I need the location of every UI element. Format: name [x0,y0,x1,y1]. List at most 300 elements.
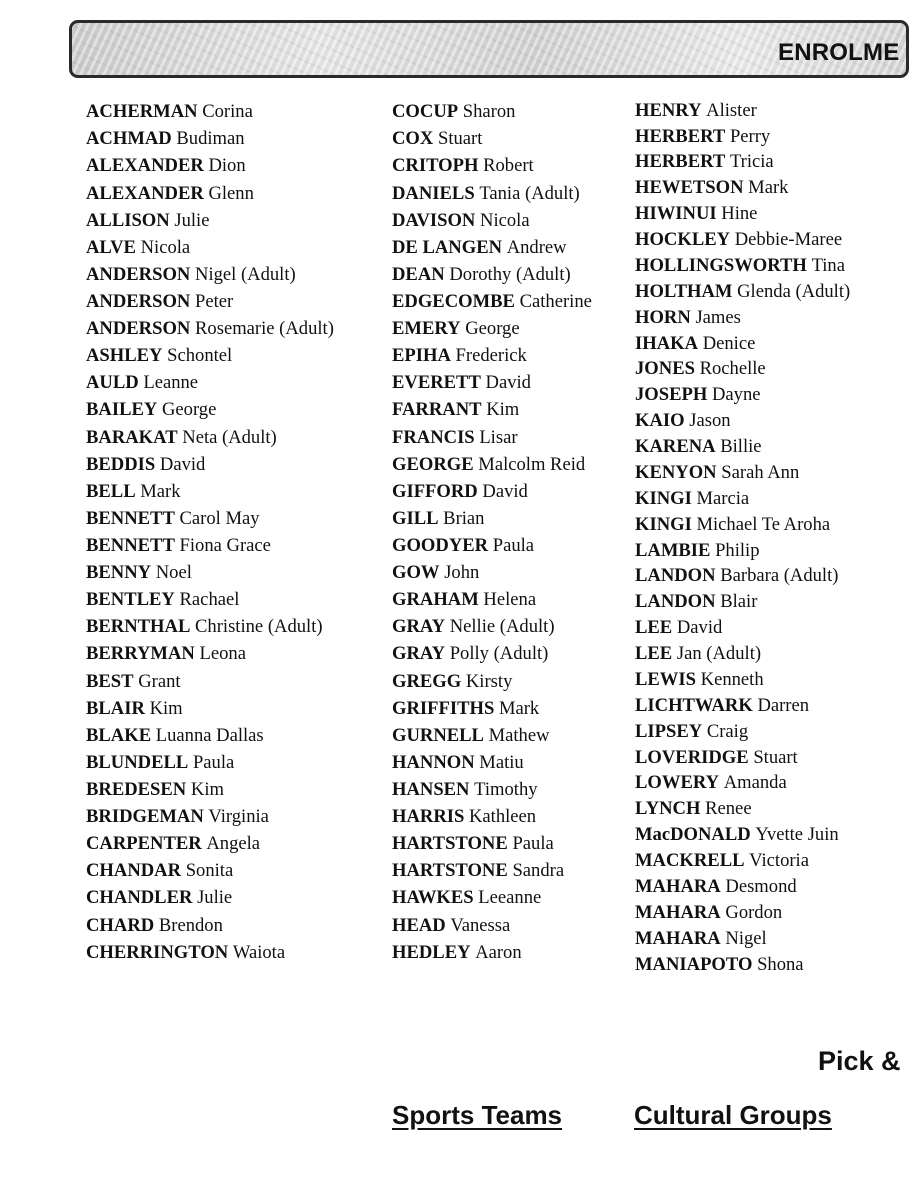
surname: BAILEY [86,399,158,421]
surname: LANDON [635,591,716,613]
name-entry [392,804,592,831]
name-entry [392,262,592,289]
name-entry [86,885,334,912]
surname: BEST [86,670,134,692]
surname: BREDESEN [86,778,187,800]
given-name: Catherine [519,291,592,313]
given-name: Schontel [167,345,233,367]
surname: HOLTHAM [635,280,733,302]
given-name: Grant [138,670,181,692]
name-entry [392,777,592,804]
name-entry [635,952,850,978]
given-name: Renee [705,798,752,820]
name-entry [86,207,334,234]
surname: LEWIS [635,668,696,690]
surname: ACHMAD [86,128,172,150]
surname: BLUNDELL [86,751,189,773]
name-entry [86,506,334,533]
sports-teams-heading: Sports Teams [392,1100,563,1130]
surname: GURNELL [392,724,484,746]
surname: JOSEPH [635,384,708,406]
given-name: George [161,399,217,421]
name-entry [86,370,334,397]
name-entry [86,777,334,804]
given-name: Leeanne [478,887,542,909]
surname: LICHTWARK [635,694,753,716]
name-entry [392,316,592,343]
given-name: Dayne [711,384,761,406]
name-entry [86,695,334,722]
surname: HENRY [635,99,702,121]
surname: BENTLEY [86,589,175,611]
name-entry [86,614,334,641]
surname: CRITOPH [392,155,479,177]
surname: ALLISON [86,209,170,231]
name-entry [392,912,592,939]
given-name: Shona [757,953,804,975]
given-name: David [485,372,531,394]
name-entry [86,262,334,289]
surname: GILL [392,507,439,529]
given-name: Stuart [753,746,798,768]
given-name: Christine (Adult) [195,616,323,638]
name-entry [392,479,592,506]
name-entry [635,305,850,331]
given-name: Waiota [232,941,286,963]
name-entry [86,831,334,858]
given-name: Desmond [725,875,797,897]
name-entry [635,98,850,124]
name-entry [392,750,592,777]
surname: LIPSEY [635,720,703,742]
given-name: Yvette Juin [755,824,839,846]
surname: DANIELS [392,182,475,204]
given-name: David [676,617,723,639]
given-name: Nigel [725,927,767,949]
given-name: Michael Te Aroha [696,513,831,535]
surname: COX [392,128,434,150]
name-entry [635,797,850,823]
name-entry [392,560,592,587]
given-name: Dion [208,155,246,177]
surname: BERRYMAN [86,643,195,665]
surname: KINGI [635,513,692,535]
name-entry [86,560,334,587]
given-name: Neta (Adult) [182,426,277,448]
surname: MAHARA [635,875,721,897]
surname: ASHLEY [86,345,163,367]
given-name: Kim [149,697,183,719]
given-name: Debbie-Maree [734,229,843,251]
given-name: Billie [720,436,762,458]
name-entry [392,180,592,207]
name-entry [86,641,334,668]
name-entry [392,207,592,234]
name-entry [635,331,850,357]
given-name: Timothy [474,778,538,800]
surname: ALEXANDER [86,155,204,177]
given-name: Rosemarie (Adult) [195,318,334,340]
surname: BERNTHAL [86,616,191,638]
given-name: Luanna Dallas [155,724,264,746]
given-name: Angela [206,833,261,855]
given-name: Denice [702,332,756,354]
surname: KENYON [635,461,717,483]
surname: LOVERIDGE [635,746,749,768]
given-name: Sarah Ann [721,461,800,483]
name-entry [86,397,334,424]
given-name: Helena [483,589,537,611]
surname: LOWERY [635,772,720,794]
surname: LYNCH [635,798,701,820]
surname: IHAKA [635,332,699,354]
name-entry [635,874,850,900]
name-entry [635,771,850,797]
surname: CHERRINGTON [86,941,229,963]
surname: LEE [635,643,673,665]
name-entry [392,424,592,451]
name-entry [635,409,850,435]
name-entry [635,486,850,512]
given-name: Budiman [176,128,245,150]
given-name: Sandra [512,860,565,882]
name-entry [86,316,334,343]
given-name: Gordon [725,901,783,923]
given-name: Virginia [208,806,269,828]
surname: MacDONALD [635,824,751,846]
name-entry [86,668,334,695]
surname: KINGI [635,487,692,509]
surname: BEDDIS [86,453,156,475]
name-entry [86,858,334,885]
given-name: Mark [498,697,540,719]
surname: HARTSTONE [392,860,508,882]
name-entry [392,533,592,560]
given-name: Aaron [475,941,522,963]
given-name: Andrew [506,236,567,258]
surname: GIFFORD [392,480,478,502]
surname: HOLLINGSWORTH [635,254,807,276]
given-name: Jason [689,410,731,432]
surname: GEORGE [392,453,474,475]
surname: HAWKES [392,887,474,909]
name-entry [392,723,592,750]
name-entry [635,667,850,693]
given-name: Jan (Adult) [676,643,762,665]
name-entry [392,153,592,180]
given-name: Mark [140,480,181,502]
given-name: Kenneth [700,668,764,690]
surname: CARPENTER [86,833,202,855]
name-entry [635,538,850,564]
name-entry [86,533,334,560]
name-entry [635,150,850,176]
given-name: Kim [190,778,224,800]
name-entry [635,434,850,460]
given-name: Tricia [729,151,774,173]
name-entry [392,831,592,858]
given-name: David [482,480,528,502]
given-name: Craig [706,720,749,742]
given-name: Polly (Adult) [449,643,549,665]
given-name: James [695,306,741,328]
name-entry [392,939,592,966]
surname: LEE [635,617,673,639]
given-name: Tania (Adult) [479,182,580,204]
given-name: Peter [195,291,234,313]
name-column-1 [86,99,334,967]
surname: HERBERT [635,125,726,147]
surname: BLAKE [86,724,152,746]
given-name: Darren [757,694,810,716]
surname: CHARD [86,914,155,936]
given-name: Frederick [455,345,527,367]
name-entry [86,343,334,370]
name-entry [635,176,850,202]
surname: HORN [635,306,691,328]
name-entry [392,506,592,533]
given-name: Sonita [185,860,234,882]
surname: CHANDLER [86,887,193,909]
name-entry [392,235,592,262]
name-entry [392,614,592,641]
given-name: Glenn [208,182,254,204]
surname: GRAY [392,616,446,638]
name-entry [635,227,850,253]
name-entry [392,858,592,885]
surname: EPIHA [392,345,451,367]
surname: MAHARA [635,927,721,949]
surname: GOW [392,562,440,584]
surname: BARAKAT [86,426,178,448]
surname: AULD [86,372,139,394]
surname: BELL [86,480,136,502]
surname: BRIDGEMAN [86,806,204,828]
name-entry [635,719,850,745]
given-name: Brendon [158,914,223,936]
given-name: Philip [715,539,760,561]
given-name: Victoria [749,850,809,872]
name-entry [86,126,334,153]
surname: DAVISON [392,209,476,231]
name-entry [392,668,592,695]
given-name: Dorothy (Adult) [449,263,571,285]
name-entry [635,745,850,771]
name-entry [635,383,850,409]
surname: COCUP [392,101,459,123]
given-name: Amanda [723,772,787,794]
surname: DEAN [392,263,445,285]
cultural-groups-heading: Cultural Groups [634,1100,832,1130]
surname: LANDON [635,565,716,587]
name-entry [86,180,334,207]
given-name: Stuart [437,128,483,150]
name-entry [392,587,592,614]
name-entry [86,750,334,777]
surname: BENNETT [86,507,175,529]
name-entry [86,939,334,966]
given-name: Blair [720,591,758,613]
surname: HANSEN [392,778,470,800]
surname: FARRANT [392,399,482,421]
surname: CHANDAR [86,860,182,882]
surname: GOODYER [392,535,489,556]
given-name: Malcolm Reid [478,453,586,475]
name-entry [86,804,334,831]
name-entry [392,451,592,478]
surname: HEAD [392,914,446,936]
surname: HARRIS [392,806,465,828]
surname: GRAY [392,643,446,665]
given-name: George [465,318,520,340]
surname: BENNY [86,562,152,584]
surname: JONES [635,358,695,380]
given-name: Leona [199,643,246,665]
surname: HIWINUI [635,203,717,225]
given-name: Fiona Grace [179,535,271,556]
name-entry [635,512,850,538]
given-name: Nicola [480,209,530,231]
surname: BENNETT [86,535,175,556]
given-name: David [159,453,206,475]
name-entry [635,460,850,486]
surname: HARTSTONE [392,833,508,855]
name-entry [635,279,850,305]
name-entry [86,424,334,451]
name-entry [392,126,592,153]
name-entry [635,926,850,952]
name-entry [392,99,592,126]
surname: MAHARA [635,901,721,923]
name-entry [86,479,334,506]
surname: ANDERSON [86,263,191,285]
name-entry [86,235,334,262]
name-entry [635,616,850,642]
given-name: Kirsty [465,670,513,692]
given-name: Barbara (Adult) [720,565,839,587]
surname: MANIAPOTO [635,953,753,975]
given-name: Tina [811,254,845,276]
given-name: Corina [202,101,253,123]
surname: DE LANGEN [392,236,503,258]
given-name: John [444,562,480,584]
given-name: Alister [706,99,757,121]
given-name: Rachael [179,589,240,611]
enrolment-banner [69,20,909,78]
given-name: Nicola [140,236,191,258]
given-name: Julie [174,209,210,231]
pick-heading: Pick & [818,1046,901,1076]
surname: EMERY [392,318,461,340]
surname: KARENA [635,436,716,458]
surname: BLAIR [86,697,145,719]
surname: ANDERSON [86,291,191,313]
surname: HEWETSON [635,177,744,199]
name-entry [392,695,592,722]
name-entry [86,153,334,180]
name-entry [86,587,334,614]
name-entry [635,202,850,228]
name-entry [635,848,850,874]
name-entry [392,397,592,424]
given-name: Kathleen [468,806,537,828]
surname: HANNON [392,751,475,773]
given-name: Brian [443,507,485,529]
surname: GRIFFITHS [392,697,495,719]
surname: EVERETT [392,372,481,394]
given-name: Rochelle [699,358,766,380]
given-name: Paula [512,833,554,855]
surname: LAMBIE [635,539,711,561]
surname: ALEXANDER [86,182,204,204]
name-entry [635,823,850,849]
surname: KAIO [635,410,685,432]
name-entry [635,693,850,719]
name-entry [392,370,592,397]
surname: GRAHAM [392,589,479,611]
surname: ALVE [86,236,136,258]
name-entry [635,590,850,616]
surname: ANDERSON [86,318,191,340]
surname: HOCKLEY [635,229,731,251]
given-name: Robert [483,155,534,177]
given-name: Marcia [696,487,750,509]
surname: GREGG [392,670,462,692]
given-name: Carol May [179,507,260,529]
given-name: Sharon [462,101,516,123]
name-entry [392,289,592,316]
given-name: Paula [192,751,235,773]
given-name: Hine [721,203,758,225]
name-entry [635,253,850,279]
name-entry [86,99,334,126]
given-name: Matiu [479,751,524,773]
name-entry [635,357,850,383]
given-name: Leanne [143,372,199,394]
name-entry [635,124,850,150]
surname: HERBERT [635,151,726,173]
given-name: Julie [197,887,233,909]
surname: ACHERMAN [86,101,198,123]
given-name: Mathew [488,724,550,746]
given-name: Perry [729,125,771,147]
given-name: Mark [748,177,789,199]
given-name: Paula [492,535,535,556]
name-entry [635,641,850,667]
banner-title: ENROLME [778,39,900,66]
name-entry [86,451,334,478]
given-name: Nellie (Adult) [449,616,555,638]
surname: EDGECOMBE [392,291,515,313]
surname: MACKRELL [635,850,745,872]
given-name: Nigel (Adult) [195,263,296,285]
given-name: Vanessa [450,914,511,936]
name-entry [392,885,592,912]
name-column-2 [392,99,592,967]
name-entry [392,343,592,370]
given-name: Kim [486,399,520,421]
name-entry [392,641,592,668]
name-column-3 [635,98,850,978]
surname: FRANCIS [392,426,475,448]
given-name: Noel [155,562,192,584]
name-entry [635,564,850,590]
name-entry [635,900,850,926]
given-name: Lisar [479,426,518,448]
name-entry [86,723,334,750]
given-name: Glenda (Adult) [737,280,851,302]
name-entry [86,289,334,316]
